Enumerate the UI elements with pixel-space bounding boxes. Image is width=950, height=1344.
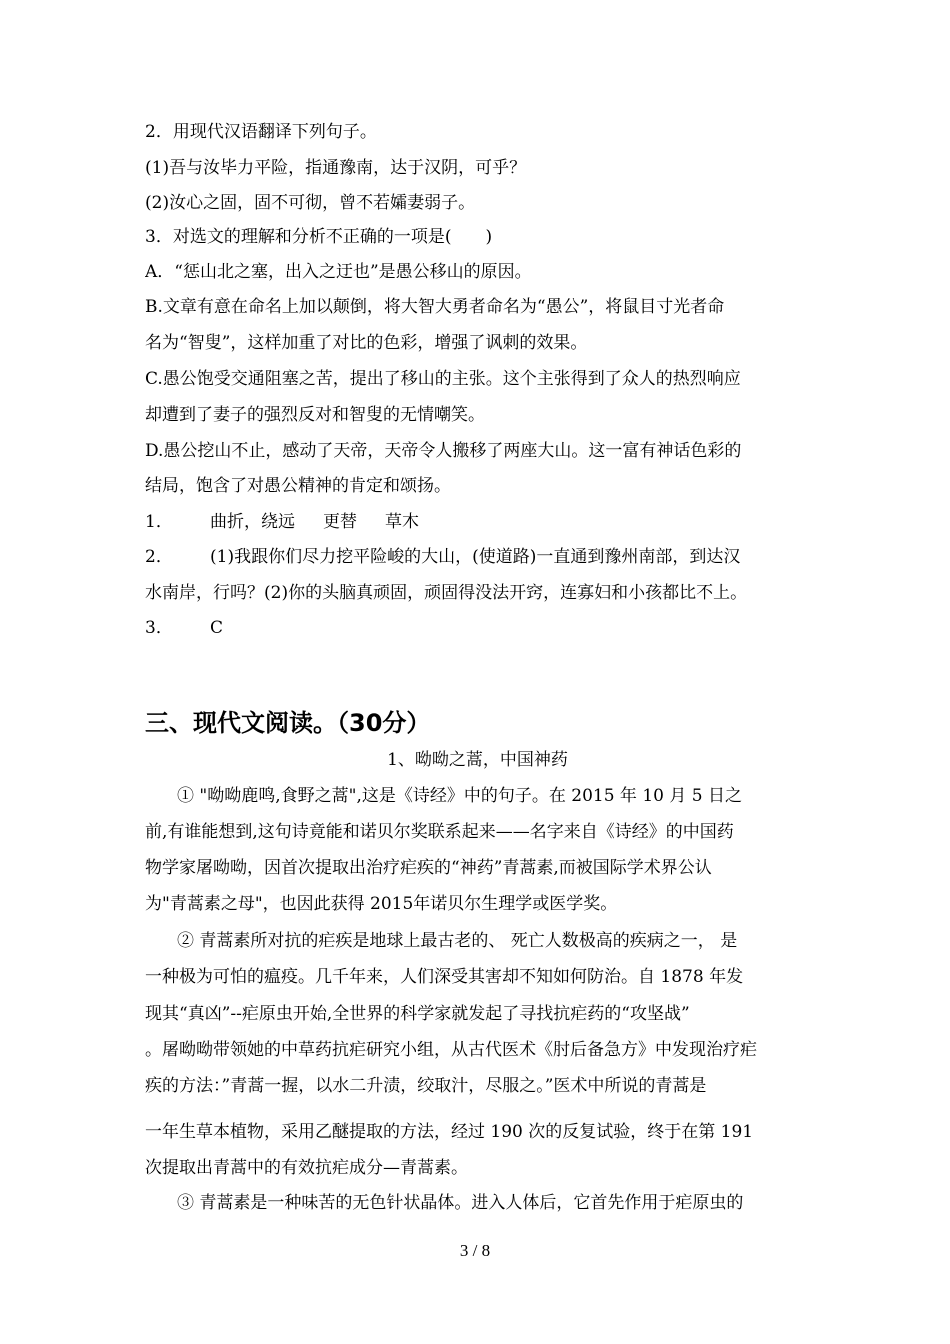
option-c-line-1: C.愚公饱受交通阻塞之苦，提出了移山的主张。这个主张得到了众人的热烈响应	[145, 369, 741, 389]
question-2-sentence-1: (1)吾与汝毕力平险，指通豫南，达于汉阴，可乎？	[145, 158, 527, 178]
answer-1-item-1: 曲折，绕远	[210, 512, 295, 532]
answer-3	[145, 617, 810, 639]
answer-2-line-1	[145, 546, 810, 568]
option-a: A．“惩山北之塞，出入之迂也”是愚公移山的原因。	[145, 262, 532, 282]
question-2-sentence-2: (2)汝心之固，固不可彻，曾不若孀妻弱子。	[145, 193, 476, 213]
answer-1	[145, 511, 810, 533]
answer-1-item-3: 草木	[385, 512, 419, 532]
paragraph-2-line-3: 现其“真凶”--疟原虫开始,全世界的科学家就发起了寻找抗疟药的“攻坚战”	[145, 1004, 690, 1024]
paragraph-2-line-5: 疾的方法：”青蒿一握，以水二升渍，绞取汁，尽服之。”医术中所说的青蒿是	[145, 1076, 707, 1096]
option-b-line-2: 名为“智叟”，这样加重了对比的色彩，增强了讽刺的效果。	[145, 333, 588, 353]
page-number: 3 / 8	[459, 1241, 491, 1260]
paragraph-2-line-6: 一年生草本植物，采用乙醚提取的方法，经过 190 次的反复试验，终于在第 191	[145, 1122, 754, 1142]
option-d-line-1: D.愚公挖山不止，感动了天帝，天帝令人搬移了两座大山。这一富有神话色彩的	[145, 441, 742, 461]
paragraph-2-line-2: 一种极为可怕的瘟疫。几千年来，人们深受其害却不知如何防治。自 1878 年发	[145, 967, 744, 987]
answer-2-number: 2．	[145, 547, 173, 567]
paragraph-3-line-1: ③ 青蒿素是一种味苦的无色针状晶体。进入人体后，它首先作用于疟原虫的	[177, 1193, 744, 1213]
paragraph-1-line-4: 为"青蒿素之母"，也因此获得 2015年诺贝尔生理学或医学奖。	[145, 894, 618, 914]
answer-2-line-2: 水南岸，行吗？(2)你的头脑真顽固，顽固得没法开窍，连寡妇和小孩都比不上。	[145, 583, 748, 603]
paragraph-2-line-7: 次提取出青蒿中的有效抗疟成分—青蒿素。	[145, 1158, 468, 1178]
section-heading: 三、现代文阅读。（30分）	[145, 709, 431, 737]
paragraph-1-line-3: 物学家屠呦呦，因首次提取出治疗疟疾的“神药”青蒿素,而被国际学术界公认	[145, 858, 712, 878]
question-3-title: 3．对选文的理解和分析不正确的一项是( )	[145, 227, 493, 247]
option-b-line-1: B.文章有意在命名上加以颠倒，将大智大勇者命名为“愚公”，将鼠目寸光者命	[145, 297, 725, 317]
paragraph-2-line-4: 。屠呦呦带领她的中草药抗疟研究小组，从古代医术《肘后备急方》中发现治疗疟	[145, 1040, 757, 1060]
option-c-line-2: 却遭到了妻子的强烈反对和智叟的无情嘲笑。	[145, 405, 485, 425]
passage-title: 1、呦呦之蒿，中国神药	[387, 750, 568, 770]
answer-2-text-1: (1)我跟你们尽力挖平险峻的大山，(使道路)一直通到豫州南部，到达汉	[210, 547, 741, 567]
paragraph-1-line-2: 前,有谁能想到,这句诗竟能和诺贝尔奖联系起来——名字来自《诗经》的中国药	[145, 822, 734, 842]
answer-1-item-2: 更替	[323, 512, 357, 532]
paragraph-1-line-1: ① "呦呦鹿鸣,食野之蒿",这是《诗经》中的句子。在 2015 年 10 月 5 日之	[177, 786, 742, 806]
question-2-title: 2．用现代汉语翻译下列句子。	[145, 122, 377, 142]
option-d-line-2: 结局，饱含了对愚公精神的肯定和颂扬。	[145, 476, 451, 496]
answer-3-text: C	[210, 618, 224, 638]
answer-3-number: 3．	[145, 618, 173, 638]
answer-1-number: 1．	[145, 512, 173, 532]
paragraph-2-line-1: ② 青蒿素所对抗的疟疾是地球上最古老的、 死亡人数极高的疾病之一， 是	[177, 931, 738, 951]
